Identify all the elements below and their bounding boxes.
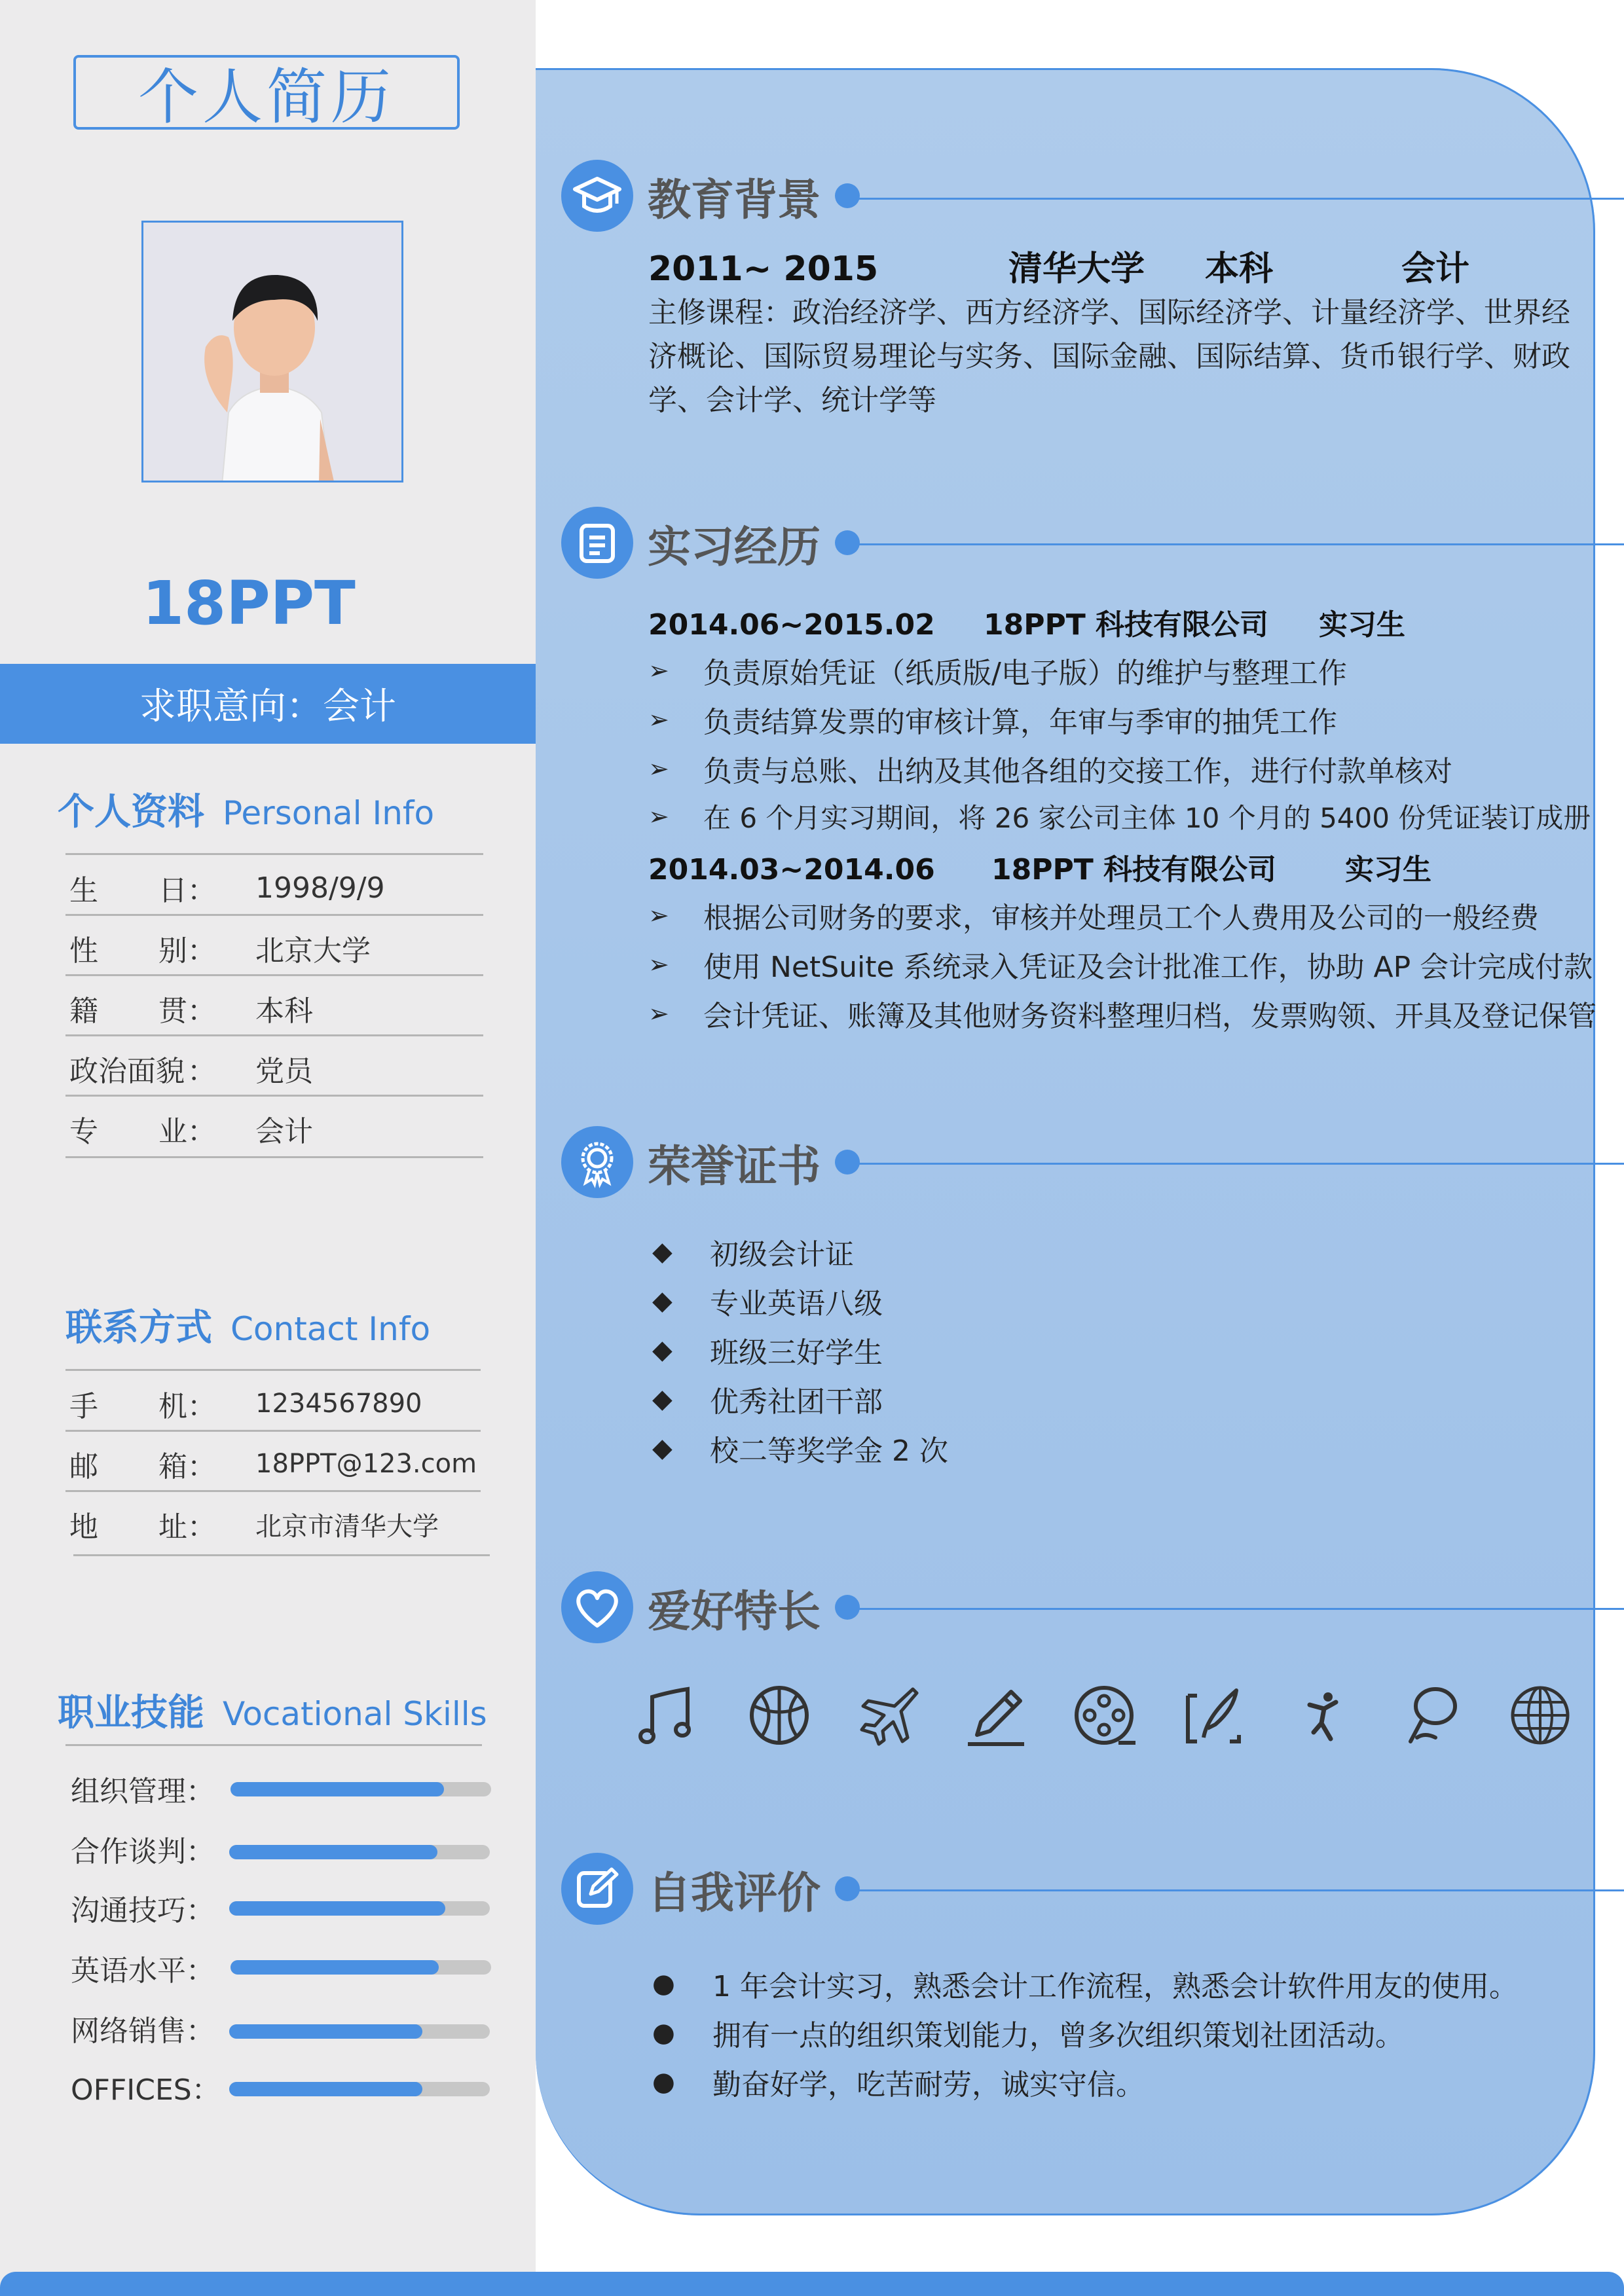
skill-bar-fill	[229, 2024, 422, 2039]
skill-bar	[231, 1960, 491, 1975]
divider	[65, 914, 483, 916]
list-item: ➢ 负责与总账、出纳及其他各组的交接工作，进行付款单核对	[648, 754, 1452, 788]
internship-title: 实习经历	[648, 521, 821, 572]
contact-info-title-en: Contact Info	[231, 1310, 431, 1348]
divider	[73, 1554, 490, 1556]
list-item: ➢ 会计凭证、账簿及其他财务资料整理归档，发票购领、开具及登记保管	[648, 999, 1596, 1033]
section-dot	[835, 1595, 860, 1620]
self-evaluation-title: 自我评价	[648, 1867, 821, 1918]
skill-bar-fill	[231, 1782, 444, 1796]
section-rule	[845, 1889, 1624, 1891]
writing-quill-icon	[1181, 1683, 1247, 1748]
divider	[65, 853, 483, 855]
person-photo-icon	[143, 223, 403, 483]
divider	[65, 1490, 481, 1492]
personal-info-title-cn: 个人资料	[58, 791, 204, 833]
graduation-cap-icon	[561, 160, 633, 232]
list-item: ◆ 优秀社团干部	[652, 1384, 883, 1419]
globe-icon	[1507, 1683, 1573, 1748]
skill-bar-fill	[231, 1960, 439, 1975]
hobbies-title: 爱好特长	[648, 1586, 821, 1637]
self-evaluation-heading	[561, 1853, 860, 1925]
list-item: ➢ 负责结算发票的审核计算，年审与季审的抽凭工作	[648, 705, 1337, 739]
skill-row: 英语水平：	[71, 1954, 215, 1988]
skill-bar	[229, 2024, 490, 2039]
skill-bar	[229, 1901, 490, 1916]
airplane-icon	[855, 1683, 921, 1748]
skill-row: 沟通技巧：	[71, 1894, 215, 1927]
edit-icon	[561, 1853, 633, 1925]
skill-bar-fill	[229, 1845, 437, 1859]
education-title: 教育背景	[648, 174, 821, 225]
skills-title-en: Vocational Skills	[223, 1695, 487, 1733]
profile-photo	[141, 221, 403, 483]
section-dot	[835, 530, 860, 555]
basketball-icon	[747, 1683, 812, 1748]
job-header: 2014.06~2015.02 18PPT 科技有限公司 实习生	[648, 608, 1405, 642]
skill-row: 网络销售：	[71, 2014, 215, 2048]
section-dot	[835, 183, 860, 208]
education-heading	[561, 160, 860, 232]
divider	[65, 1095, 483, 1097]
skill-bar	[231, 1782, 491, 1796]
honors-title: 荣誉证书	[648, 1140, 821, 1192]
resume-title: 个人简历	[73, 55, 460, 130]
footer-bar	[0, 2272, 1624, 2296]
education-courses: 主修课程：政治经济学、西方经济学、国际经济学、计量经济学、世界经济概论、国际贸易理论与实务、国际金融、国际结算、货币银行学、财政学、会计学、统计学等	[648, 296, 1570, 417]
contact-info-title-cn: 联系方式	[65, 1307, 212, 1349]
award-badge-icon	[561, 1126, 633, 1198]
hobbies-heading	[561, 1571, 860, 1643]
info-row-birthday: 生 日 ： 1998/9/9	[69, 871, 385, 907]
divider	[65, 1430, 481, 1432]
list-item: ◆ 班级三好学生	[652, 1335, 883, 1370]
skill-bar	[229, 1845, 490, 1859]
list-item: ➢ 负责原始凭证（纸质版/电子版）的维护与整理工作	[648, 656, 1347, 690]
dance-icon	[1290, 1683, 1356, 1748]
list-item: ➢ 使用 NetSuite 系统录入凭证及会计批准工作，协助 AP 会计完成付款	[648, 950, 1593, 984]
info-row-major: 专 业 ： 会计	[69, 1115, 313, 1148]
section-dot	[835, 1876, 860, 1901]
contact-info-heading	[65, 1299, 430, 1351]
skill-bar-fill	[229, 2082, 422, 2096]
list-item: ● 1 年会计实习，熟悉会计工作流程，熟悉会计软件用友的使用。	[652, 1969, 1518, 2003]
skill-row: 组织管理：	[71, 1775, 215, 1808]
section-rule	[845, 198, 1624, 200]
personal-info-title-en: Personal Info	[223, 794, 435, 832]
skills-heading	[58, 1684, 487, 1736]
film-reel-icon	[1073, 1683, 1138, 1748]
document-icon	[561, 507, 633, 579]
divider	[65, 1156, 483, 1158]
music-icon	[638, 1683, 703, 1748]
list-item: ➢ 在 6 个月实习期间，将 26 家公司主体 10 个月的 5400 份凭证装订成册	[648, 802, 1591, 834]
info-row-political-status: 政治面貌 ： 党员	[69, 1055, 313, 1088]
list-item: ● 拥有一点的组织策划能力，曾多次组织策划社团活动。	[652, 2018, 1404, 2052]
divider	[65, 974, 483, 976]
list-item: ◆ 专业英语八级	[652, 1286, 883, 1321]
pen-icon	[964, 1683, 1029, 1748]
section-rule	[845, 1608, 1624, 1610]
internship-heading	[561, 507, 860, 579]
list-item: ● 勤奋好学，吃苦耐劳，诚实守信。	[652, 2067, 1145, 2102]
section-rule	[845, 543, 1624, 545]
heart-icon	[561, 1571, 633, 1643]
info-row-address: 地 址 ： 北京市清华大学	[69, 1510, 439, 1544]
divider	[65, 1369, 481, 1371]
skill-bar	[229, 2082, 490, 2096]
info-row-email: 邮 箱 ： 18PPT@123.com	[69, 1449, 477, 1484]
job-intent-bar: 求职意向：会计	[0, 664, 536, 744]
section-dot	[835, 1150, 860, 1175]
list-item: ◆ 初级会计证	[652, 1237, 854, 1271]
personal-info-heading	[58, 783, 434, 835]
badminton-icon	[1399, 1683, 1464, 1748]
skill-bar-fill	[229, 1901, 445, 1916]
job-header: 2014.03~2014.06 18PPT 科技有限公司 实习生	[648, 853, 1431, 886]
education-summary: 2011~ 2015 清华大学 本科 会计	[648, 249, 1470, 289]
list-item: ➢ 根据公司财务的要求，审核并处理员工个人费用及公司的一般经费	[648, 901, 1539, 935]
candidate-name: 18PPT	[142, 568, 356, 638]
info-row-hometown: 籍 贯 ： 本科	[69, 994, 313, 1028]
info-row-gender: 性 别 ： 北京大学	[69, 934, 371, 968]
honors-heading	[561, 1126, 860, 1198]
section-rule	[845, 1163, 1624, 1165]
skills-title-cn: 职业技能	[58, 1692, 204, 1734]
info-row-phone: 手 机 ： 1234567890	[69, 1389, 422, 1423]
divider	[65, 1034, 483, 1036]
skill-row: OFFICES：	[71, 2073, 221, 2107]
skill-row: 合作谈判：	[71, 1835, 215, 1868]
divider	[65, 1744, 482, 1746]
list-item: ◆ 校二等奖学金 2 次	[652, 1433, 948, 1468]
